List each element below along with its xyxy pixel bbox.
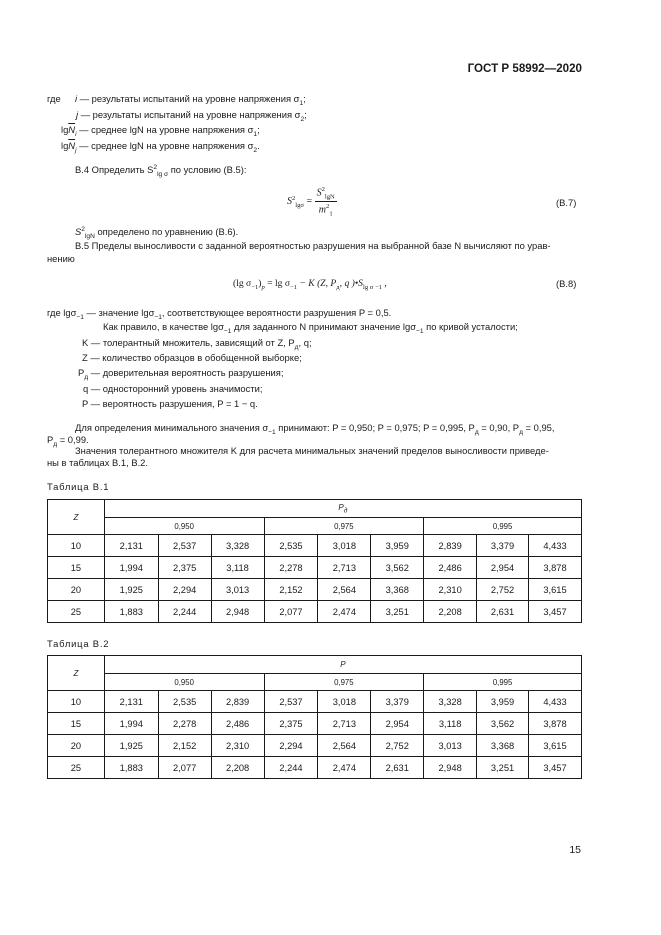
table1-subhead: 0,975 — [264, 518, 424, 535]
equation-b7: $S^2_{lg\sigma}$ = $\frac{S^2_{lgN}}{m^2_1}$ — [287, 186, 335, 218]
cell: 2,208 — [424, 601, 477, 623]
table1-subhead: 0,950 — [104, 518, 264, 535]
cell: 3,562 — [477, 713, 529, 735]
cell: 3,328 — [211, 535, 264, 557]
cell: 2,839 — [424, 535, 477, 557]
cell: 20 — [48, 735, 105, 757]
where2-p: P — вероятность разрушения, P = 1 − q. — [82, 398, 258, 409]
cell: 2,537 — [158, 535, 211, 557]
def-lgNi: $\lg\overline{N}_i$ — среднее lgN на уровне напряжения $\sigma_1$; — [61, 124, 260, 138]
cell: 20 — [48, 579, 105, 601]
cell: 2,535 — [158, 691, 211, 713]
cell: 3,018 — [318, 691, 371, 713]
where2-z: Z — количество образцов в обобщенной выборке; — [82, 352, 302, 363]
cell: 2,077 — [264, 601, 318, 623]
clause-b4: В.4 Определить $S^2_{lg \sigma}$ по условию (В.5): — [75, 164, 247, 178]
table-row — [48, 757, 582, 779]
cell: 2,131 — [104, 691, 158, 713]
cell: 2,752 — [477, 579, 529, 601]
cell: 2,631 — [371, 757, 424, 779]
clause-b5-line2: нению — [47, 253, 75, 264]
cell: 1,925 — [104, 735, 158, 757]
cell: 3,878 — [528, 713, 581, 735]
cell: 1,883 — [104, 601, 158, 623]
table-row — [48, 579, 582, 601]
equation-b7-tag: (В.7) — [556, 197, 577, 208]
cell: 2,244 — [264, 757, 318, 779]
table2-z-header: Z — [48, 656, 105, 691]
cell: 2,954 — [477, 557, 529, 579]
cell: 2,278 — [264, 557, 318, 579]
cell: 2,294 — [264, 735, 318, 757]
table2-subhead: 0,975 — [264, 674, 424, 691]
where2-lgsigma: где lgσ$_{-1}$ — значение lgσ$_{-1}$, соответствующее вероятности разрушения P = 0,5. — [47, 307, 392, 321]
table1-z-header: Z — [48, 500, 105, 535]
table-row — [48, 691, 582, 713]
table-row — [48, 535, 582, 557]
table2-subhead: 0,950 — [104, 674, 264, 691]
cell: 3,379 — [371, 691, 424, 713]
cell: 1,925 — [104, 579, 158, 601]
cell: 2,564 — [318, 579, 371, 601]
cell: 2,375 — [158, 557, 211, 579]
cell: 3,457 — [528, 601, 581, 623]
def-i: i — результаты испытаний на уровне напряжения $\sigma_1$; — [75, 93, 306, 107]
table-b2 — [47, 655, 582, 779]
para-defined: $S^2_{lgN}$ определено по уравнению (В.6). — [75, 226, 239, 240]
cell: 2,208 — [211, 757, 264, 779]
cell: 2,244 — [158, 601, 211, 623]
min-values-line2: $P_д = 0,99$. — [47, 434, 89, 448]
where2-q: q — односторонний уровень значимости; — [83, 383, 263, 394]
cell: 3,368 — [477, 735, 529, 757]
cell: 2,152 — [264, 579, 318, 601]
table1-caption: Таблица В.1 — [47, 481, 110, 492]
cell: 25 — [48, 757, 105, 779]
cell: 2,713 — [318, 713, 371, 735]
cell: 3,615 — [528, 735, 581, 757]
cell: 3,251 — [477, 757, 529, 779]
cell: 2,713 — [318, 557, 371, 579]
cell: 3,457 — [528, 757, 581, 779]
cell: 2,535 — [264, 535, 318, 557]
cell: 2,474 — [318, 757, 371, 779]
cell: 2,278 — [158, 713, 211, 735]
cell: 25 — [48, 601, 105, 623]
table-b1 — [47, 499, 582, 623]
where2-pd: $P_д$ — доверительная вероятность разрушения; — [78, 367, 284, 381]
cell: 2,486 — [211, 713, 264, 735]
table2-group-header: P — [104, 656, 581, 674]
cell: 3,878 — [528, 557, 581, 579]
cell: 2,948 — [424, 757, 477, 779]
cell: 3,118 — [424, 713, 477, 735]
equation-b8: (lg $\sigma_{-1})_p = \lg \sigma_{-1} - K$ (Z, $P_д$, q )$•S_{lg \sigma -1}$ , — [233, 278, 387, 291]
document-standard-header: ГОСТ Р 58992—2020 — [467, 62, 582, 75]
cell: 2,564 — [318, 735, 371, 757]
def-lgNj: $\lg\overline{N}_j$ — среднее lgN на уровне напряжения $\sigma_2$. — [61, 140, 260, 154]
cell: 10 — [48, 691, 105, 713]
cell: 2,474 — [318, 601, 371, 623]
table-row — [48, 557, 582, 579]
table1-group-header: $P_д$ — [104, 500, 581, 518]
table-row — [48, 713, 582, 735]
cell: 3,013 — [424, 735, 477, 757]
cell: 15 — [48, 713, 105, 735]
table-row — [48, 735, 582, 757]
cell: 15 — [48, 557, 105, 579]
page-number: 15 — [569, 844, 581, 856]
cell: 3,118 — [211, 557, 264, 579]
def-j: j — результаты испытаний на уровне напряжения $\sigma_2$; — [76, 109, 307, 123]
cell: 3,959 — [371, 535, 424, 557]
cell: 1,994 — [104, 713, 158, 735]
cell: 2,152 — [158, 735, 211, 757]
cell: 3,328 — [424, 691, 477, 713]
cell: 3,013 — [211, 579, 264, 601]
cell: 1,994 — [104, 557, 158, 579]
cell: 2,375 — [264, 713, 318, 735]
table-row — [48, 601, 582, 623]
cell: 10 — [48, 535, 105, 557]
tolerance-line2: ны в таблицах В.1, В.2. — [47, 457, 148, 468]
cell: 2,631 — [477, 601, 529, 623]
tolerance-line1: Значения толерантного множителя K для расчета минимальных значений пределов выносливости приведе- — [75, 445, 549, 456]
cell: 2,948 — [211, 601, 264, 623]
cell: 2,131 — [104, 535, 158, 557]
cell: 3,379 — [477, 535, 529, 557]
where2-as-rule: Как правило, в качестве lgσ$_{-1}$ для заданного N принимают значение lgσ$_{-1}$ по кривой усталости; — [103, 321, 518, 335]
table2-subhead: 0,995 — [424, 674, 582, 691]
table1-subhead: 0,995 — [424, 518, 582, 535]
cell: 2,537 — [264, 691, 318, 713]
cell: 1,883 — [104, 757, 158, 779]
min-values-line1: Для определения минимального значения $\sigma_{-1}$ принимают: P = 0,950; P = 0,975; P = 0,995, $P_д = 0,90$, $P_д = 0,95$, — [75, 422, 555, 436]
where-label: где — [47, 93, 61, 104]
where2-k: K — толерантный множитель, зависящий от Z, $P_д$, q; — [82, 337, 312, 351]
cell: 4,433 — [528, 691, 581, 713]
table2-caption: Таблица В.2 — [47, 638, 110, 649]
cell: 3,562 — [371, 557, 424, 579]
cell: 3,959 — [477, 691, 529, 713]
cell: 2,077 — [158, 757, 211, 779]
cell: 3,018 — [318, 535, 371, 557]
cell: 2,954 — [371, 713, 424, 735]
cell: 2,310 — [424, 579, 477, 601]
clause-b5-line1: В.5 Пределы выносливости с заданной вероятностью разрушения на выбранной базе N вычисляют по урав- — [75, 240, 551, 251]
cell: 3,251 — [371, 601, 424, 623]
equation-b8-tag: (В.8) — [556, 278, 577, 289]
cell: 4,433 — [528, 535, 581, 557]
cell: 2,294 — [158, 579, 211, 601]
cell: 2,839 — [211, 691, 264, 713]
cell: 3,368 — [371, 579, 424, 601]
cell: 3,615 — [528, 579, 581, 601]
cell: 2,486 — [424, 557, 477, 579]
cell: 2,310 — [211, 735, 264, 757]
cell: 2,752 — [371, 735, 424, 757]
